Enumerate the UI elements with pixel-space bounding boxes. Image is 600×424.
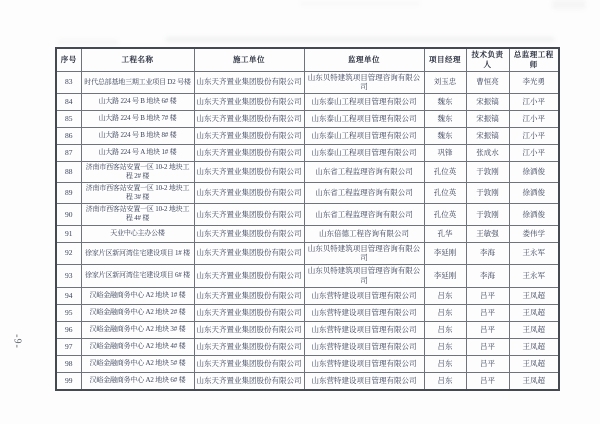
table-cell: 山东天齐置业集团股份有限公司: [194, 355, 304, 372]
table-cell: 山东天齐置业集团股份有限公司: [194, 321, 304, 338]
table-cell: 王凤超: [509, 338, 559, 355]
table-cell: 李光勇: [509, 71, 559, 94]
table-cell: 山大路 224 号 B 地块 7# 楼: [81, 111, 194, 128]
table-row: [56, 242, 559, 265]
table-row: [56, 321, 559, 338]
table-cell: 山大路 224 号 B 地块 6# 楼: [81, 94, 194, 111]
table-cell: 山东天齐置业集团股份有限公司: [194, 94, 304, 111]
table-cell: 山东泰山工程项目管理有限公司: [304, 128, 424, 145]
table-row: [56, 145, 559, 162]
table-cell: 84: [56, 94, 81, 111]
table-cell: 山大路 224 号 B 地块 8# 楼: [81, 128, 194, 145]
table-row: [56, 355, 559, 372]
table-cell: 王永军: [509, 242, 559, 265]
table-cell: 魏东: [424, 94, 466, 111]
header-cell: 序号: [56, 48, 81, 71]
table-cell: 宋振镐: [466, 128, 509, 145]
table-cell: 王凤超: [509, 321, 559, 338]
table-cell: 山东天齐置业集团股份有限公司: [194, 183, 304, 204]
table-cell: 吕平: [466, 287, 509, 304]
scan-artifact: [165, 37, 555, 42]
table-cell: 江小平: [509, 145, 559, 162]
table-cell: 徐洒俊: [509, 204, 559, 225]
table-cell: 汉峪金融商务中心 A2 地块 3# 楼: [81, 321, 194, 338]
table-cell: 94: [56, 287, 81, 304]
table-cell: 山东天齐置业集团股份有限公司: [194, 287, 304, 304]
table-cell: 山东营特建设项目管理有限公司: [304, 338, 424, 355]
header-cell: 项目经理: [424, 48, 466, 71]
table-cell: 时代总部基地三期工业项目 D2 号楼: [81, 71, 194, 94]
table-cell: 汉峪金融商务中心 A2 地块 2# 楼: [81, 304, 194, 321]
table-cell: 天业中心主办公楼: [81, 225, 194, 242]
table-cell: 孔位英: [424, 204, 466, 225]
table-cell: 江小平: [509, 128, 559, 145]
table-row: [56, 94, 559, 111]
scan-artifact: [300, 2, 420, 5]
table-cell: 吕东: [424, 355, 466, 372]
table-cell: 86: [56, 128, 81, 145]
table-cell: 吕平: [466, 304, 509, 321]
table-cell: 汉峪金融商务中心 A2 地块 5# 楼: [81, 355, 194, 372]
table-cell: 曹恒亮: [466, 71, 509, 94]
table-cell: 山东泰山工程项目管理有限公司: [304, 145, 424, 162]
table-cell: 90: [56, 204, 81, 225]
table-cell: 95: [56, 304, 81, 321]
table-cell: 魏东: [424, 128, 466, 145]
table-cell: 江小平: [509, 111, 559, 128]
table-cell: 徐家片区新河湾住宅建设项目 6# 楼: [81, 265, 194, 288]
table-cell: 魏东: [424, 111, 466, 128]
table-cell: 山东营特建设项目管理有限公司: [304, 372, 424, 390]
table-cell: 李延刚: [424, 242, 466, 265]
table-cell: 山东营特建设项目管理有限公司: [304, 287, 424, 304]
table-cell: 山东天齐置业集团股份有限公司: [194, 265, 304, 288]
table-cell: 山东省工程监理咨询有限公司: [304, 204, 424, 225]
table-cell: 山东天齐置业集团股份有限公司: [194, 145, 304, 162]
table-cell: 山东天齐置业集团股份有限公司: [194, 162, 304, 183]
table-cell: 99: [56, 372, 81, 390]
table-body: [56, 71, 559, 390]
table-cell: 山东天齐置业集团股份有限公司: [194, 71, 304, 94]
table-cell: 山东天齐置业集团股份有限公司: [194, 111, 304, 128]
table-cell: 王凤超: [509, 372, 559, 390]
table-row: [56, 128, 559, 145]
table-cell: 王敏强: [466, 225, 509, 242]
table-cell: 张成水: [466, 145, 509, 162]
table-cell: 巩锋: [424, 145, 466, 162]
table-row: [56, 183, 559, 204]
table-cell: 87: [56, 145, 81, 162]
table-cell: 山东天齐置业集团股份有限公司: [194, 338, 304, 355]
table-cell: 徐洒俊: [509, 162, 559, 183]
table-row: [56, 71, 559, 94]
table-row: [56, 287, 559, 304]
table-cell: 山东泰山工程项目管理有限公司: [304, 94, 424, 111]
table-cell: 徐家片区新河湾住宅建设项目 1# 楼: [81, 242, 194, 265]
table-cell: 93: [56, 265, 81, 288]
table-cell: 吕东: [424, 338, 466, 355]
table-cell: 83: [56, 71, 81, 94]
table-row: [56, 338, 559, 355]
table-cell: 91: [56, 225, 81, 242]
table-row: [56, 225, 559, 242]
table-cell: 吕平: [466, 338, 509, 355]
table-cell: 吕东: [424, 287, 466, 304]
table-cell: 92: [56, 242, 81, 265]
table-cell: 山大路 224 号 A 地块 1# 楼: [81, 145, 194, 162]
table-cell: 96: [56, 321, 81, 338]
table-cell: 娄伟学: [509, 225, 559, 242]
table-cell: 吕平: [466, 321, 509, 338]
table-cell: 济南市西客站安置一区 10-2 地块工程 4# 楼: [81, 204, 194, 225]
table-cell: 汉峪金融商务中心 A2 地块 4# 楼: [81, 338, 194, 355]
table-cell: 85: [56, 111, 81, 128]
table-cell: 吕东: [424, 304, 466, 321]
table-cell: 山东营特建设项目管理有限公司: [304, 355, 424, 372]
table-cell: 于敦刚: [466, 162, 509, 183]
table-cell: 宋振镐: [466, 94, 509, 111]
table-cell: 孔位英: [424, 162, 466, 183]
table-cell: 李延刚: [424, 265, 466, 288]
table-cell: 山东贝特建筑项目管理咨询有限公司: [304, 71, 424, 94]
table-cell: 山东天齐置业集团股份有限公司: [194, 128, 304, 145]
table-cell: 吕平: [466, 355, 509, 372]
table-cell: 王永军: [509, 265, 559, 288]
table-cell: 山东营特建设项目管理有限公司: [304, 304, 424, 321]
table-row: [56, 162, 559, 183]
table-cell: 汉峪金融商务中心 A2 地块 1# 楼: [81, 287, 194, 304]
project-supervision-table: [55, 47, 560, 391]
scan-artifact: [58, 40, 118, 44]
table-cell: 宋振镐: [466, 111, 509, 128]
page-number: -9-: [11, 334, 23, 349]
table-cell: 88: [56, 162, 81, 183]
table-cell: 97: [56, 338, 81, 355]
table-cell: 山东营特建设项目管理有限公司: [304, 321, 424, 338]
table-cell: 汉峪金融商务中心 A2 地块 6# 楼: [81, 372, 194, 390]
table-cell: 吕平: [466, 372, 509, 390]
table-cell: 山东天齐置业集团股份有限公司: [194, 372, 304, 390]
table-cell: 98: [56, 355, 81, 372]
table-cell: 王凤超: [509, 304, 559, 321]
table-cell: 吕东: [424, 372, 466, 390]
table-cell: 李海: [466, 242, 509, 265]
table-cell: 孔位英: [424, 183, 466, 204]
table-cell: 王凤超: [509, 287, 559, 304]
table-cell: 山东天齐置业集团股份有限公司: [194, 225, 304, 242]
table-cell: 刘玉忠: [424, 71, 466, 94]
table-cell: 山东天齐置业集团股份有限公司: [194, 304, 304, 321]
table-cell: 济南市西客站安置一区 10-2 地块工程 2# 楼: [81, 162, 194, 183]
table-cell: 于敦刚: [466, 183, 509, 204]
table-row: [56, 265, 559, 288]
table-cell: 山东天齐置业集团股份有限公司: [194, 242, 304, 265]
table-cell: 孔华: [424, 225, 466, 242]
table-cell: 徐洒俊: [509, 183, 559, 204]
table-cell: 山东天齐置业集团股份有限公司: [194, 204, 304, 225]
table-cell: 山东省工程监理咨询有限公司: [304, 162, 424, 183]
table-header-row: [56, 48, 559, 71]
table-cell: 山东倍德工程咨询有限公司: [304, 225, 424, 242]
table-cell: 山东省工程监理咨询有限公司: [304, 183, 424, 204]
header-cell: 总监理工程师: [509, 48, 559, 71]
table-cell: 李海: [466, 265, 509, 288]
table-cell: 吕东: [424, 321, 466, 338]
table-cell: 江小平: [509, 94, 559, 111]
table-cell: 济南市西客站安置一区 10-2 地块工程 3# 楼: [81, 183, 194, 204]
header-cell: 工程名称: [81, 48, 194, 71]
table-cell: 89: [56, 183, 81, 204]
table-cell: 山东贝特建筑项目管理咨询有限公司: [304, 265, 424, 288]
table-row: [56, 372, 559, 390]
table-cell: 山东贝特建筑项目管理咨询有限公司: [304, 242, 424, 265]
scan-artifact: [552, 0, 586, 9]
header-cell: 技术负责人: [466, 48, 509, 71]
table-cell: 王凤超: [509, 355, 559, 372]
table-row: [56, 204, 559, 225]
header-cell: 监理单位: [304, 48, 424, 71]
table-cell: 于敦刚: [466, 204, 509, 225]
header-cell: 施工单位: [194, 48, 304, 71]
table-cell: 山东泰山工程项目管理有限公司: [304, 111, 424, 128]
table-row: [56, 111, 559, 128]
table-row: [56, 304, 559, 321]
